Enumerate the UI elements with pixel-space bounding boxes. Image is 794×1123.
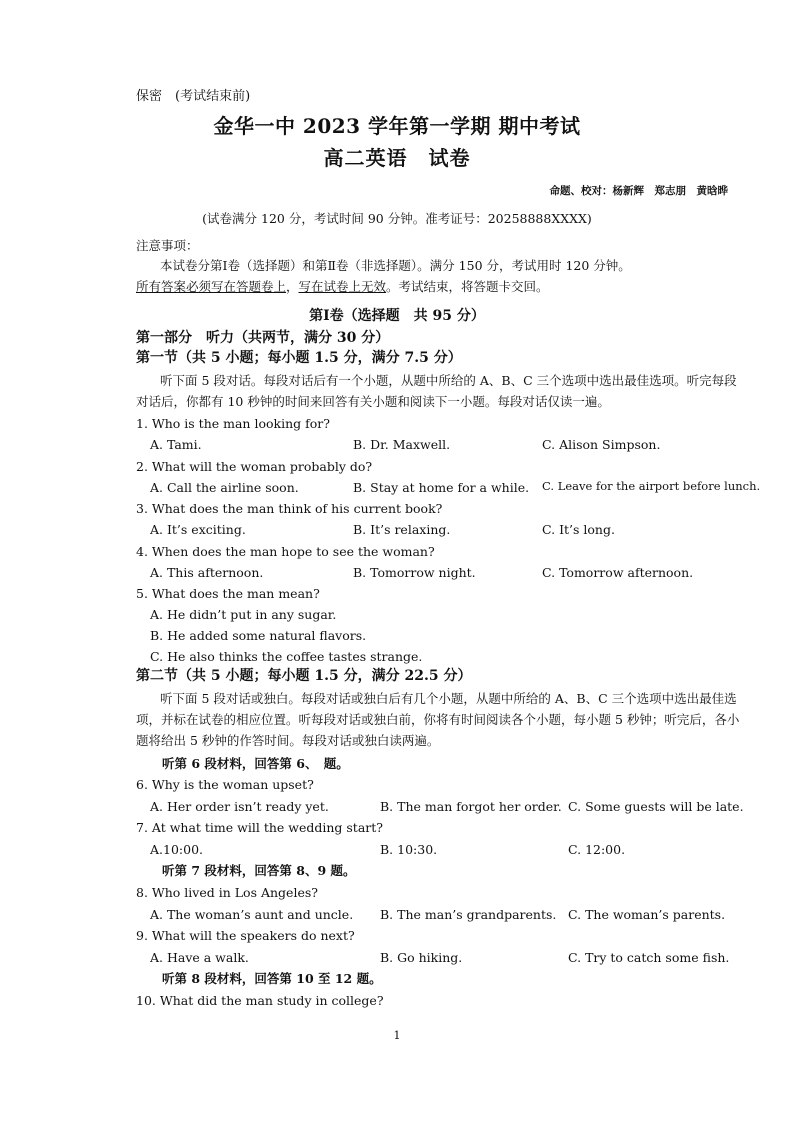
exam-subtitle: 高二英语 试卷	[323, 146, 471, 170]
question-5: 5. What does the man mean?	[136, 586, 320, 601]
notes-heading: 注意事项：	[136, 238, 199, 253]
q9-option-b: B. Go hiking.	[380, 950, 463, 965]
q5-option-a: A. He didn’t put in any sugar.	[150, 607, 337, 622]
q7-option-a: A.10:00.	[150, 842, 203, 857]
q6-option-b: B. The man forgot her order.	[380, 799, 562, 814]
q6-option-a: A. Her order isn’t ready yet.	[150, 799, 329, 814]
question-7: 7. At what time will the wedding start?	[136, 820, 383, 835]
notes-rest: 。考试结束，将答题卡交回。	[386, 279, 549, 294]
notes-sep: ，	[286, 279, 299, 294]
notes-line-2	[136, 279, 549, 294]
q8-option-a: A. The woman’s aunt and uncle.	[150, 907, 354, 922]
material-6: 听第 6 段材料，回答第 6、 题。	[162, 756, 349, 771]
question-9: 9. What will the speakers do next?	[136, 928, 355, 943]
q1-option-c: C. Alison Simpson.	[542, 437, 661, 452]
q1-option-b: B. Dr. Maxwell.	[353, 437, 451, 452]
question-1: 1. Who is the man looking for?	[136, 416, 330, 431]
confidential-label: 保密 (考试结束前)	[136, 89, 251, 104]
q4-option-c: C. Tomorrow afternoon.	[542, 565, 694, 580]
q7-option-c: C. 12:00.	[568, 842, 626, 857]
question-2: 2. What will the woman probably do?	[136, 459, 373, 474]
q3-option-c: C. It’s long.	[542, 522, 615, 537]
notes-line-1: 本试卷分第Ⅰ卷（选择题）和第Ⅱ卷（非选择题）。满分 150 分，考试用时 120 分钟。	[160, 258, 631, 273]
exam-title: 金华一中 2023 学年第一学期 期中考试	[213, 114, 581, 138]
section1-heading: 第一节（共 5 小题；每小题 1.5 分，满分 7.5 分）	[136, 350, 462, 366]
volume-title: 第Ⅰ卷（选择题 共 95 分）	[309, 308, 485, 324]
q2-option-c: C. Leave for the airport before lunch.	[542, 479, 761, 493]
material-8: 听第 8 段材料，回答第 10 至 12 题。	[162, 971, 382, 986]
question-4: 4. When does the man hope to see the woman?	[136, 544, 435, 559]
q8-option-b: B. The man’s grandparents.	[380, 907, 557, 922]
question-10: 10. What did the man study in college?	[136, 993, 384, 1008]
q5-option-b: B. He added some natural flavors.	[150, 628, 367, 643]
q3-option-a: A. It’s exciting.	[150, 522, 246, 537]
section2-heading: 第二节（共 5 小题；每小题 1.5 分，满分 22.5 分）	[136, 668, 472, 684]
page-number: 1	[393, 1029, 401, 1042]
q4-option-b: B. Tomorrow night.	[353, 565, 476, 580]
editors-credit: 命题、校对：杨新辉 郑志朋 黄晗晔	[549, 185, 728, 197]
q3-option-b: B. It’s relaxing.	[353, 522, 451, 537]
question-3: 3. What does the man think of his current book?	[136, 501, 443, 516]
q1-option-a: A. Tami.	[150, 437, 202, 452]
notes-underline-1: 所有答案必须写在答题卷上	[136, 279, 287, 294]
part1-heading: 第一部分 听力（共两节，满分 30 分）	[136, 330, 390, 346]
section1-instructions: 听下面 5 段对话。每段对话后有一个小题，从题中所给的 A、B、C 三个选项中选出最佳选项。听完每段对话后，你都有 10 秒钟的时间来回答有关小题和阅读下一小题。每段对话仅读一遍。	[136, 373, 737, 409]
q6-option-c: C. Some guests will be late.	[568, 799, 744, 814]
notes-underline-2: 写在试卷上无效	[298, 279, 387, 294]
section2-instructions: 听下面 5 段对话或独白。每段对话或独白后有几个小题，从题中所给的 A、B、C 三个选项中选出最佳选项，并标在试卷的相应位置。听每段对话或独白前，你将有时间阅读各个小题，每小题 5 秒钟；听完后，各小题将给出 5 秒钟的作答时间。每段对话或独白读两遍。	[136, 691, 740, 748]
q4-option-a: A. This afternoon.	[150, 565, 264, 580]
question-8: 8. Who lived in Los Angeles?	[136, 885, 318, 900]
q2-option-a: A. Call the airline soon.	[150, 480, 299, 495]
question-6: 6. Why is the woman upset?	[136, 777, 314, 792]
exam-info: (试卷满分 120 分，考试时间 90 分钟。准考证号：20258888XXXX)	[202, 211, 592, 226]
q5-option-c: C. He also thinks the coffee tastes strange.	[150, 649, 423, 664]
q7-option-b: B. 10:30.	[380, 842, 438, 857]
q9-option-a: A. Have a walk.	[150, 950, 249, 965]
q8-option-c: C. The woman’s parents.	[568, 907, 726, 922]
q9-option-c: C. Try to catch some fish.	[568, 950, 730, 965]
material-7: 听第 7 段材料，回答第 8、9 题。	[162, 863, 356, 878]
q2-option-b: B. Stay at home for a while.	[353, 480, 530, 495]
